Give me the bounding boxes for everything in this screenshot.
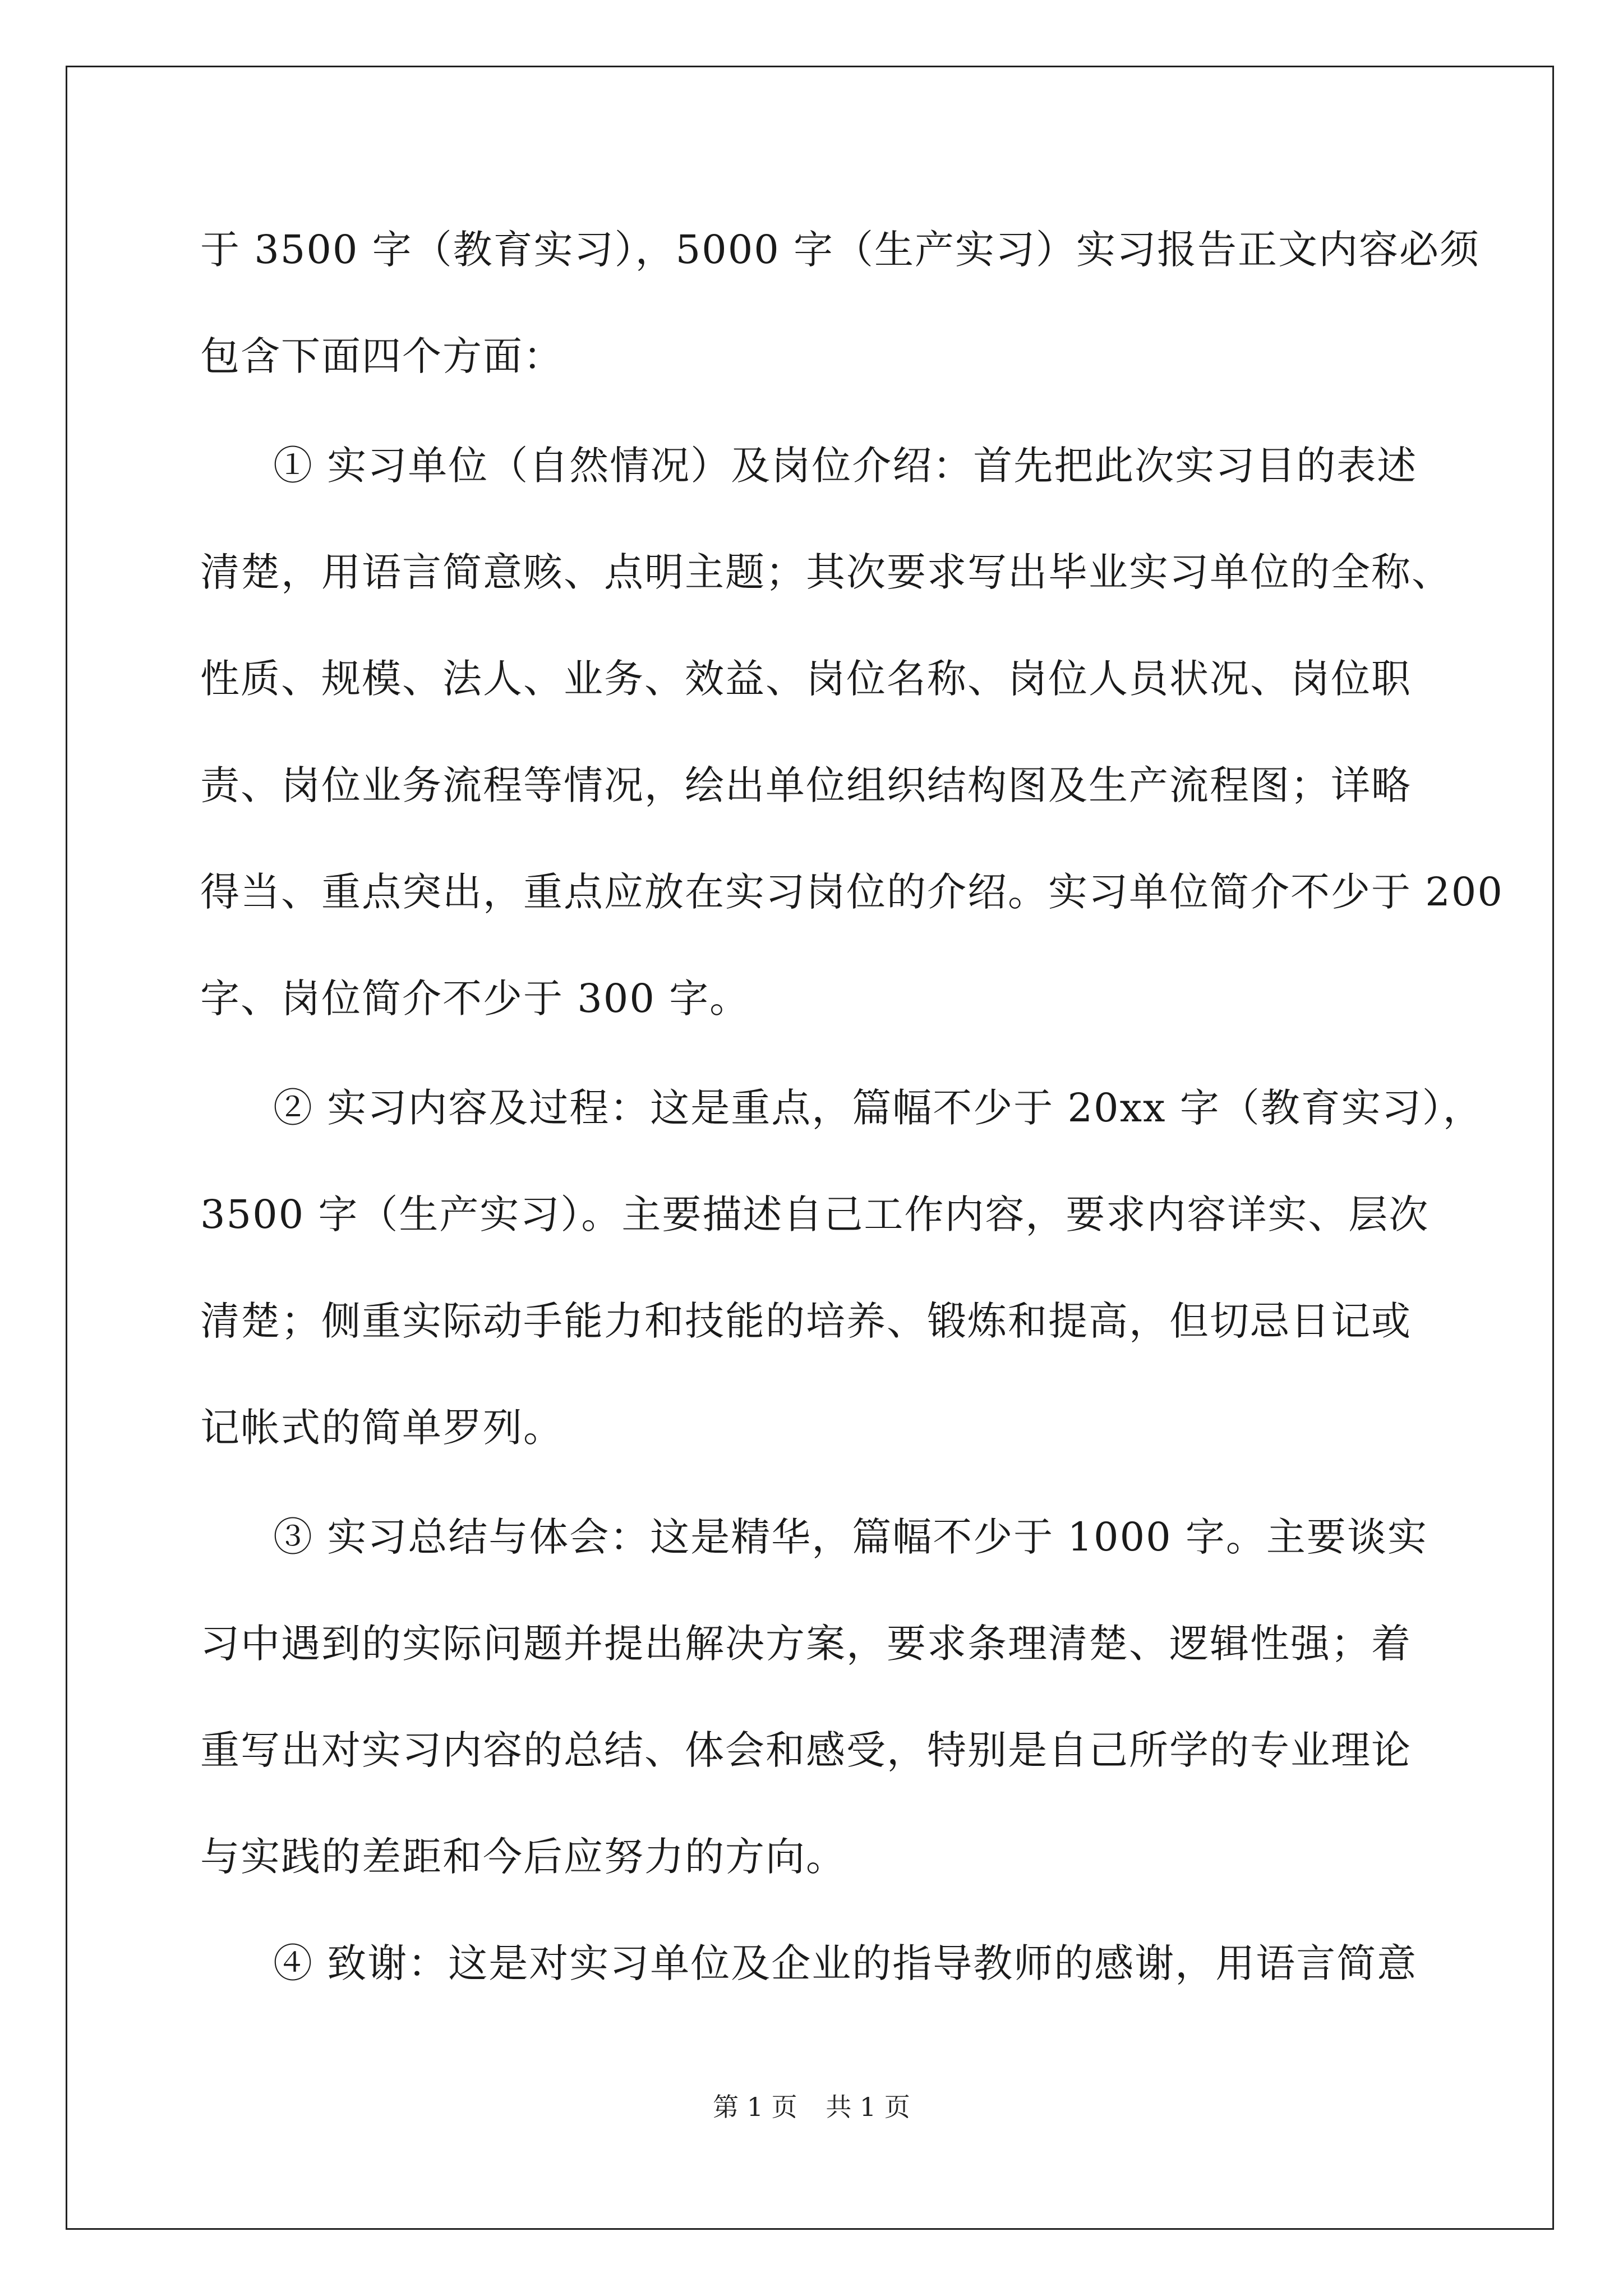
text-line: 于 3500 字（教育实习），5000 字（生产实习）实习报告正文内容必须 xyxy=(200,227,1481,273)
text-line: 习中遇到的实际问题并提出解决方案，要求条理清楚、逻辑性强；着 xyxy=(200,1621,1412,1667)
text-line: 记帐式的简单罗列。 xyxy=(200,1405,564,1451)
text-line: 得当、重点突出，重点应放在实习岗位的介绍。实习单位简介不少于 200 xyxy=(200,869,1504,915)
text-line: 重写出对实习内容的总结、体会和感受，特别是自己所学的专业理论 xyxy=(200,1727,1412,1773)
text-line: 包含下面四个方面： xyxy=(200,333,564,379)
page-total: 共 1 页 xyxy=(826,2092,910,2122)
text-line: 3500 字（生产实习）。主要描述自己工作内容，要求内容详实、层次 xyxy=(200,1191,1430,1237)
page-number: 第 1 页 xyxy=(713,2092,797,2122)
page-border xyxy=(66,66,1554,2230)
text-line: 清楚，用语言简意赅、点明主题；其次要求写出毕业实习单位的全称、 xyxy=(200,549,1452,595)
text-line: ① 实习单位（自然情况）及岗位介绍：首先把此次实习目的表述 xyxy=(273,443,1418,489)
text-line: 责、岗位业务流程等情况，绘出单位组织结构图及生产流程图；详略 xyxy=(200,762,1412,808)
text-line: ③ 实习总结与体会：这是精华，篇幅不少于 1000 字。主要谈实 xyxy=(273,1514,1428,1560)
text-line: 清楚；侧重实际动手能力和技能的培养、锻炼和提高，但切忌日记或 xyxy=(200,1298,1412,1344)
text-line: ② 实习内容及过程：这是重点，篇幅不少于 20xx 字（教育实习）， xyxy=(273,1085,1483,1131)
text-line: 字、岗位简介不少于 300 字。 xyxy=(200,976,750,1022)
text-line: 性质、规模、法人、业务、效益、岗位名称、岗位人员状况、岗位职 xyxy=(200,656,1412,702)
page-footer xyxy=(0,2091,1623,2123)
text-line: ④ 致谢：这是对实习单位及企业的指导教师的感谢，用语言简意 xyxy=(273,1940,1418,1986)
text-line: 与实践的差距和今后应努力的方向。 xyxy=(200,1834,846,1880)
